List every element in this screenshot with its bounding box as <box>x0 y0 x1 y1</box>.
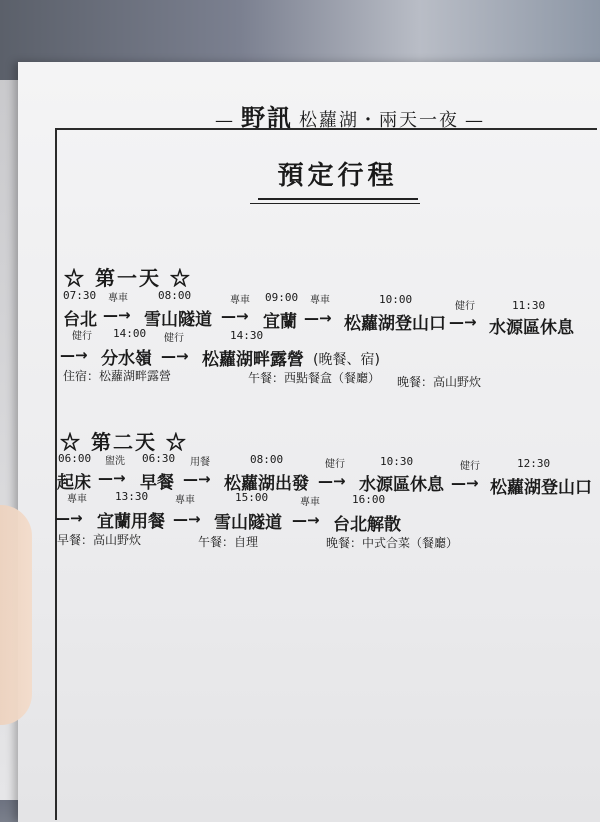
day1-time: 10:00 <box>379 293 413 306</box>
header-title: 松蘿湖・兩天一夜 <box>299 110 459 131</box>
arrow-icon: —→ <box>304 309 332 327</box>
arrow-icon: —→ <box>221 307 249 325</box>
day2-time: 15:00 <box>235 491 269 504</box>
day2-time: 06:00 <box>58 452 92 465</box>
day1-note: (晚餐、宿) <box>313 352 380 368</box>
day1-mode: 專車 <box>230 295 250 306</box>
day1-time: 14:30 <box>230 329 264 342</box>
day2-time: 16:00 <box>352 493 386 506</box>
day2-time: 12:30 <box>517 457 551 470</box>
day2-mode: 用餐 <box>190 457 210 468</box>
day1-dinner: 晚餐：高山野炊 <box>397 375 482 389</box>
day1-time: 09:00 <box>265 291 299 304</box>
day1-place: 松蘿湖畔露營 <box>202 350 304 370</box>
day1-lodging: 住宿：松蘿湖畔露營 <box>63 369 172 383</box>
day2-lunch: 午餐：自理 <box>198 535 259 549</box>
arrow-icon: —→ <box>292 511 320 529</box>
day1-place: 水源區休息 <box>489 318 574 338</box>
arrow-icon: —→ <box>451 474 479 492</box>
title-underline <box>258 198 418 200</box>
arrow-icon: —→ <box>98 469 126 487</box>
day2-place: 松蘿湖出發 <box>224 474 309 494</box>
day2-breakfast: 早餐：高山野炊 <box>57 533 142 547</box>
day2-heading: ☆ 第二天 ☆ <box>60 430 188 454</box>
day1-place: 雪山隧道 <box>144 310 212 330</box>
arrow-icon: —→ <box>161 347 189 365</box>
arrow-icon: —→ <box>183 470 211 488</box>
day2-mode: 專車 <box>175 495 195 506</box>
day1-place: 宜蘭 <box>263 312 297 332</box>
day1-place: 台北 <box>63 310 97 330</box>
arrow-icon: —→ <box>55 509 83 527</box>
day2-time: 13:30 <box>115 490 149 503</box>
day2-mode: 專車 <box>67 494 87 505</box>
arrow-icon: —→ <box>449 313 477 331</box>
arrow-icon: —→ <box>318 472 346 490</box>
day2-place: 宜蘭用餐 <box>97 512 165 532</box>
day1-mode: 健行 <box>455 301 475 312</box>
day1-lunch: 午餐：西點餐盒（餐廳） <box>248 371 381 385</box>
day1-time: 08:00 <box>158 289 192 302</box>
day2-place: 早餐 <box>140 473 174 493</box>
day2-place: 台北解散 <box>333 515 401 535</box>
day2-mode: 健行 <box>460 461 480 472</box>
day2-place: 起床 <box>57 473 91 493</box>
day2-place: 雪山隧道 <box>214 513 282 533</box>
day2-place: 松蘿湖登山口 <box>490 478 592 498</box>
day1-mode: 健行 <box>164 333 184 344</box>
day1-place: 松蘿湖登山口 <box>344 314 446 334</box>
day1-time: 11:30 <box>512 299 546 312</box>
day1-heading: ☆ 第一天 ☆ <box>64 266 192 290</box>
day1-mode: 專車 <box>108 293 128 304</box>
day2-mode: 專車 <box>300 497 320 508</box>
page-title: 預定行程 <box>277 161 398 191</box>
header-brand: 野訊 <box>241 103 293 132</box>
title-underline-thin <box>250 203 420 204</box>
finger-thumb <box>0 505 32 725</box>
day2-time: 08:00 <box>250 453 284 466</box>
day1-mode: 健行 <box>72 331 92 342</box>
header-dash-left: — <box>215 110 235 131</box>
day1-mode: 專車 <box>310 295 330 306</box>
day2-place: 水源區休息 <box>359 475 444 495</box>
header-dash-right: — <box>465 110 485 131</box>
day2-dinner: 晚餐：中式合菜（餐廳） <box>326 536 459 550</box>
day2-mode: 健行 <box>325 459 345 470</box>
day1-place: 分水嶺 <box>101 349 152 369</box>
day1-time: 14:00 <box>113 327 147 340</box>
day2-mode: 盥洗 <box>105 456 125 467</box>
arrow-icon: —→ <box>173 510 201 528</box>
day1-time: 07:30 <box>63 289 97 302</box>
arrow-icon: —→ <box>103 306 131 324</box>
day2-time: 06:30 <box>142 452 176 465</box>
arrow-icon: —→ <box>60 346 88 364</box>
page-title-block <box>255 155 420 204</box>
day2-time: 10:30 <box>380 455 414 468</box>
